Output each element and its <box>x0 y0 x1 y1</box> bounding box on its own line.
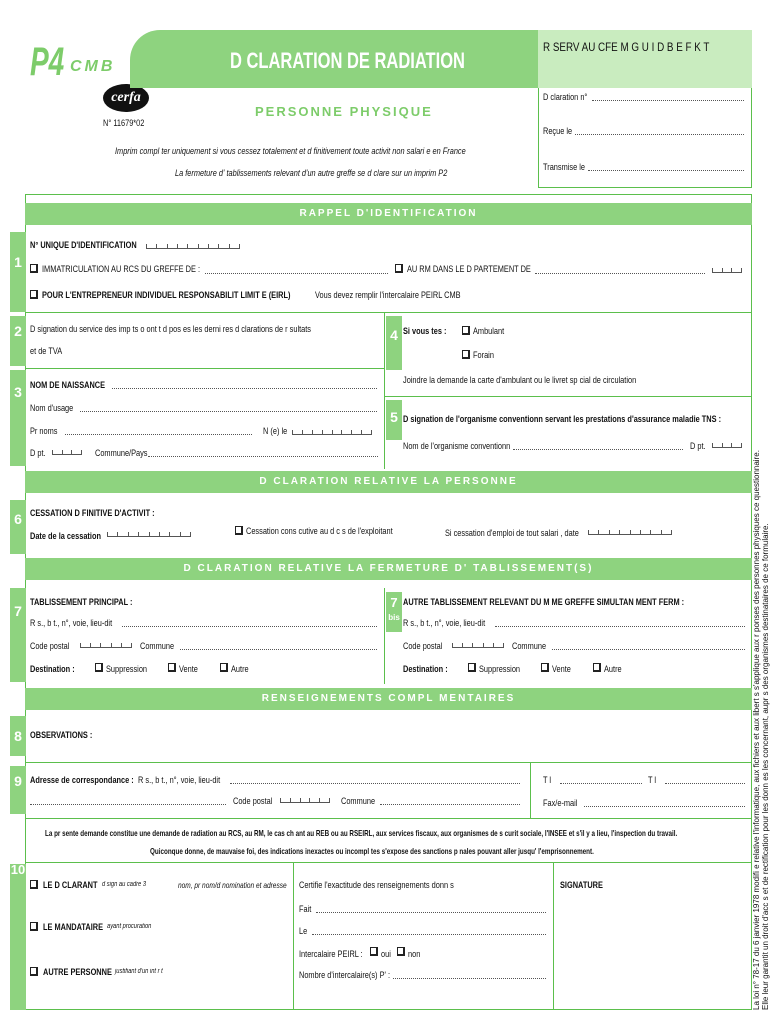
autre-title: AUTRE TABLISSEMENT RELEVANT DU M ME GREFFE SIMULTAN MENT FERM : <box>403 597 685 607</box>
divider-3 <box>384 396 752 397</box>
declarant-label: LE D CLARANT <box>43 880 98 890</box>
organisme-nom-field[interactable] <box>513 449 683 450</box>
autre-rue-label: R s., b t., n°, voie, lieu-dit <box>403 618 486 628</box>
principal-vente-label: Vente <box>179 664 198 674</box>
intercalaire-non-label: non <box>408 949 421 959</box>
side-line-1: La loi n° 78-17 du 6 janvier 1978 modifi e relative l'informatique, aux fichiers et aux libert s s'applique aux r ponses des personnes physiques ce questionnaire. <box>752 450 761 1010</box>
divider-v5 <box>553 862 554 1010</box>
principal-suppression-checkbox[interactable] <box>95 663 103 672</box>
section-number-5: 5 <box>386 400 402 440</box>
section-number-7b: 7 <box>390 595 398 610</box>
principal-autre-label: Autre <box>231 664 249 674</box>
side-line-2: Elle leur garantit un droit d'acc s et de rectification pour les donn es les concernant, aupr s des organismes destinataires de ce formulaire. <box>761 523 770 1010</box>
section-number-6: 6 <box>10 500 26 554</box>
mandataire-note: ayant procuration <box>107 923 152 930</box>
reserved-label: R SERV AU CFE M G U I D B E F K T <box>543 40 710 54</box>
autre-commune-field[interactable] <box>552 649 745 650</box>
autre-personne-checkbox[interactable] <box>30 967 38 976</box>
intercalaire-label: Intercalaire PEIRL : <box>299 949 363 959</box>
ambulant-label: Ambulant <box>473 326 505 336</box>
autre-suppression-label: Suppression <box>479 664 521 674</box>
principal-title: TABLISSEMENT PRINCIPAL : <box>30 597 133 607</box>
unique-id-label: N° UNIQUE D'IDENTIFICATION <box>30 240 137 250</box>
declarant-note: d sign au cadre 3 <box>102 881 147 888</box>
tel2-field[interactable] <box>665 783 745 784</box>
cessation-title: CESSATION D FINITIVE D'ACTIVIT : <box>30 508 155 518</box>
organisme-dpt-field[interactable] <box>712 439 742 448</box>
organisme-nom-label: Nom de l'organisme conventionn <box>403 441 511 451</box>
transmise-le-field[interactable] <box>588 170 744 171</box>
side-legal-text <box>752 20 770 1010</box>
date-cessation-field[interactable] <box>107 528 191 537</box>
nom-naissance-label: NOM DE NAISSANCE <box>30 380 106 390</box>
autre-personne-note: justifiant d'un int r t <box>115 968 163 975</box>
section-number-8: 8 <box>10 716 26 756</box>
dpt-label: D pt. <box>30 448 46 458</box>
nombre-field[interactable] <box>393 978 546 979</box>
divider-2 <box>25 368 384 369</box>
instruction-2: La fermeture d' tablissements relevant d'un autre greffe se d clare sur un imprim P2 <box>175 168 448 178</box>
adresse-cp-label: Code postal <box>233 796 273 806</box>
section-number-7: 7 <box>10 588 26 682</box>
fax-field[interactable] <box>584 806 745 807</box>
signature-label: SIGNATURE <box>560 880 603 890</box>
date-cessation-label: Date de la cessation <box>30 531 101 541</box>
observations-label: OBSERVATIONS : <box>30 730 93 740</box>
divider-1 <box>25 312 752 313</box>
divider-v3 <box>530 762 531 818</box>
intercalaire-oui-label: oui <box>381 949 391 959</box>
si-vous-label: Si vous tes : <box>403 326 447 336</box>
rcs-label: IMMATRICULATION AU RCS DU GREFFE DE : <box>42 264 201 274</box>
section-number-7bis <box>386 592 402 632</box>
reserved-head <box>538 30 752 88</box>
organisme-dpt-label: D pt. <box>690 441 706 451</box>
principal-autre-checkbox[interactable] <box>220 663 228 672</box>
organisme-title: D signation de l'organisme conventionn servant les prestations d'assurance maladie TNS : <box>403 414 722 424</box>
commune-pays-field[interactable] <box>148 456 378 457</box>
autre-suppression-checkbox[interactable] <box>468 663 476 672</box>
adresse-rue-field[interactable] <box>230 783 520 784</box>
intercalaire-oui-checkbox[interactable] <box>370 947 378 956</box>
joindre-note: Joindre la demande la carte d'ambulant ou le livret sp cial de circulation <box>403 375 637 385</box>
cessation-cons-label: Cessation cons cutive au d c s de l'exploitant <box>246 526 393 536</box>
cerfa-number: N° 11679*02 <box>103 118 145 128</box>
cerfa-logo: cerfa <box>103 84 149 112</box>
le-label: Le <box>299 926 308 936</box>
rm-checkbox[interactable] <box>395 264 403 273</box>
prenoms-field[interactable] <box>65 434 252 435</box>
principal-commune-label: Commune <box>140 641 175 651</box>
autre-commune-label: Commune <box>512 641 547 651</box>
nom-usage-label: Nom d'usage <box>30 403 74 413</box>
divider-v2 <box>384 588 385 684</box>
form-code: P4 <box>30 40 65 84</box>
forain-checkbox[interactable] <box>462 350 470 359</box>
principal-vente-checkbox[interactable] <box>168 663 176 672</box>
principal-cp-field[interactable] <box>80 639 132 648</box>
tel1-field[interactable] <box>560 783 642 784</box>
si-cessation-date-field[interactable] <box>588 526 672 535</box>
transmise-le-label: Transmise le <box>543 162 585 172</box>
warning-line-1: La pr sente demande constitue une demande de radiation au RCS, au RM, le cas ch ant au REB ou au RSEIRL, aux services fiscaux, aux organismes de s curit sociale, l'INSEE et s'il y a lieu, l'inspection du travail. <box>45 828 678 838</box>
mandataire-checkbox[interactable] <box>30 922 38 931</box>
section-number-4: 4 <box>386 316 402 370</box>
rcs-field[interactable] <box>205 273 388 274</box>
autre-cp-label: Code postal <box>403 641 443 651</box>
section-relative-personne: D CLARATION RELATIVE LA PERSONNE <box>25 471 752 493</box>
divider-v4 <box>293 862 294 1010</box>
principal-commune-field[interactable] <box>180 649 377 650</box>
cessation-cons-checkbox[interactable] <box>235 526 243 535</box>
autre-autre-label: Autre <box>604 664 622 674</box>
divider-5 <box>25 818 752 819</box>
eirl-note: Vous devez remplir l'intercalaire PEIRL CMB <box>315 290 461 300</box>
section-number-1: 1 <box>10 232 26 312</box>
principal-suppression-label: Suppression <box>106 664 148 674</box>
ne-le-label: N (e) le <box>263 426 288 436</box>
adresse-label: Adresse de correspondance : <box>30 775 134 785</box>
section-number-9: 9 <box>10 766 26 814</box>
rm-label: AU RM DANS LE D PARTEMENT DE <box>407 264 531 274</box>
mandataire-label: LE MANDATAIRE <box>43 922 104 932</box>
autre-cp-field[interactable] <box>452 639 504 648</box>
commune-pays-label: Commune/Pays <box>95 448 148 458</box>
eirl-checkbox[interactable] <box>30 290 38 299</box>
nom-usage-field[interactable] <box>80 411 377 412</box>
adresse-line2-field[interactable] <box>30 804 226 805</box>
declarant-checkbox[interactable] <box>30 880 38 889</box>
autre-destination-label: Destination : <box>403 664 448 674</box>
divider-v1 <box>384 312 385 469</box>
le-field[interactable] <box>312 934 546 935</box>
autre-personne-label: AUTRE PERSONNE <box>43 967 112 977</box>
section-number-2: 2 <box>10 316 26 366</box>
nom-note: nom, pr nom/d nomination et adresse <box>178 881 287 890</box>
form-sub: CMB <box>70 58 116 75</box>
principal-rue-field[interactable] <box>122 626 377 627</box>
s2-line1: D signation du service des imp ts o ont t d pos es les derni res d clarations de r sultats <box>30 324 311 334</box>
ne-le-field[interactable] <box>292 426 372 435</box>
section-number-10: 10 <box>10 864 26 1010</box>
ambulant-checkbox[interactable] <box>462 326 470 335</box>
section-renseignements: RENSEIGNEMENTS COMPL MENTAIRES <box>25 688 752 710</box>
adresse-cp-field[interactable] <box>280 794 330 803</box>
instruction-1: Imprim compl ter uniquement si vous cessez totalement et d finitivement toute activit non salari e en France <box>115 146 466 156</box>
section-number-3: 3 <box>10 370 26 466</box>
subtitle: PERSONNE PHYSIQUE <box>255 104 433 119</box>
forain-label: Forain <box>473 350 494 360</box>
tel1-label: T l <box>543 775 552 785</box>
section-rappel: RAPPEL D'IDENTIFICATION <box>25 203 752 225</box>
signature-area[interactable] <box>560 895 745 1005</box>
fait-field[interactable] <box>316 912 546 913</box>
section-number-7bis-label: bis <box>388 613 400 622</box>
divider-4 <box>25 762 752 763</box>
warning-line-2: Quiconque donne, de mauvaise foi, des indications inexactes ou incompl tes s'expose des sanctions p nales pouvant aller jusqu' l'emprisonnement. <box>150 846 594 856</box>
fax-label: Fax/e-mail <box>543 798 578 808</box>
autre-autre-checkbox[interactable] <box>593 663 601 672</box>
adresse-rue-label: R s., b t., n°, voie, lieu-dit <box>138 775 221 785</box>
autre-rue-field[interactable] <box>495 626 745 627</box>
divider-6 <box>25 862 752 863</box>
fait-label: Fait <box>299 904 312 914</box>
unique-id-field[interactable] <box>146 240 240 249</box>
nombre-label: Nombre d'intercalaire(s) P' : <box>299 970 391 980</box>
principal-destination-label: Destination : <box>30 664 75 674</box>
principal-cp-label: Code postal <box>30 641 70 651</box>
rcs-checkbox[interactable] <box>30 264 38 273</box>
dpt-field[interactable] <box>52 446 82 455</box>
declaration-no-field[interactable] <box>592 100 744 101</box>
autre-vente-checkbox[interactable] <box>541 663 549 672</box>
nom-naissance-field[interactable] <box>112 388 377 389</box>
tel2-label: T l <box>648 775 657 785</box>
recu-le-label: Reçue le <box>543 126 573 136</box>
declaration-no-label: D claration n° <box>543 92 588 102</box>
adresse-commune-label: Commune <box>341 796 376 806</box>
rm-dept-field[interactable] <box>712 264 742 273</box>
certifie-label: Certifie l'exactitude des renseignements donn s <box>299 880 454 890</box>
intercalaire-non-checkbox[interactable] <box>397 947 405 956</box>
principal-rue-label: R s., b t., n°, voie, lieu-dit <box>30 618 113 628</box>
adresse-commune-field[interactable] <box>380 804 520 805</box>
prenoms-label: Pr noms <box>30 426 58 436</box>
s2-line2: et de TVA <box>30 346 63 356</box>
recu-le-field[interactable] <box>575 134 744 135</box>
page-title: D CLARATION DE RADIATION <box>230 48 465 73</box>
section-relative-fermeture: D CLARATION RELATIVE LA FERMETURE D' TABLISSEMENT(S) <box>25 558 752 580</box>
si-cessation-label: Si cessation d'emploi de tout salari , date <box>445 528 579 538</box>
eirl-label: POUR L'ENTREPRENEUR INDIVIDUEL RESPONSABILIT LIMIT E (EIRL) <box>42 290 291 300</box>
rm-field[interactable] <box>535 273 705 274</box>
autre-vente-label: Vente <box>552 664 571 674</box>
